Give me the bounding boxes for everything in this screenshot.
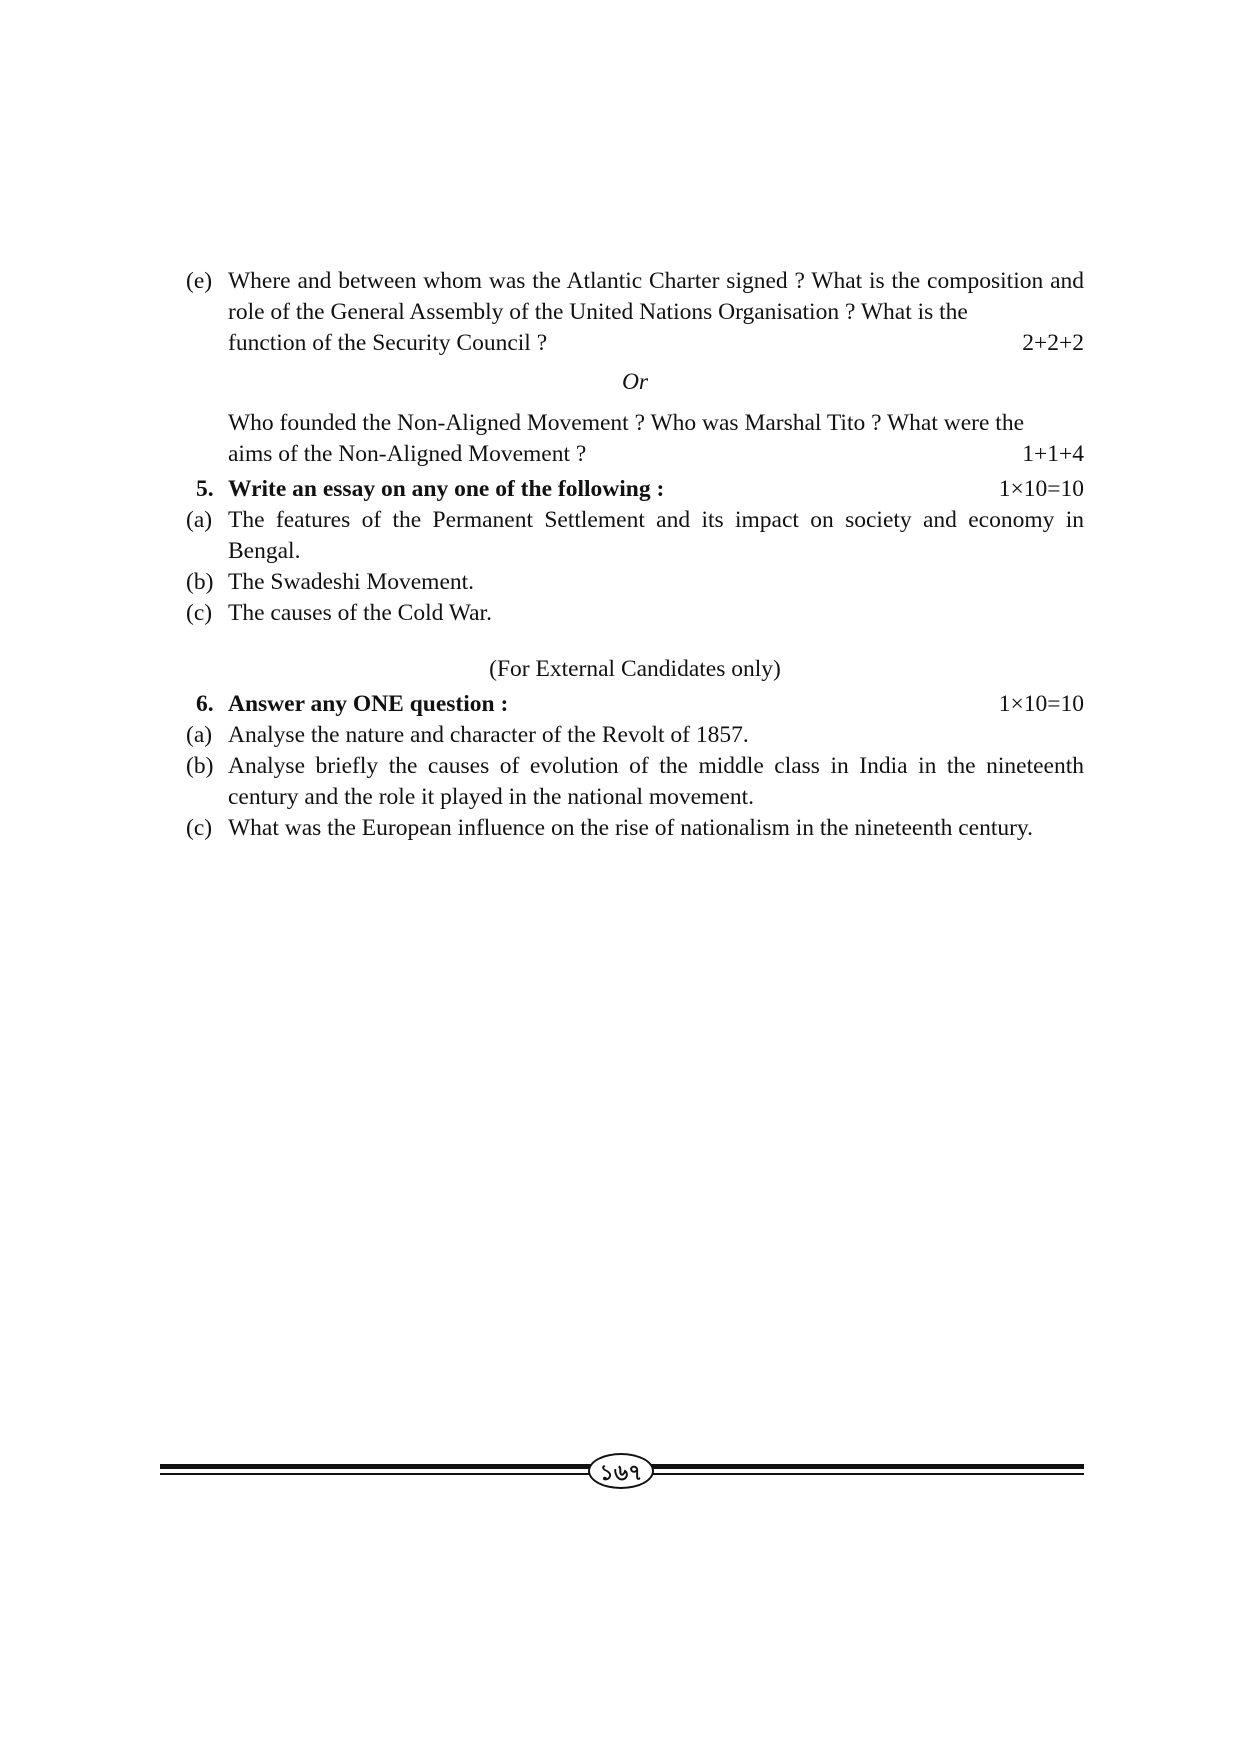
question-4e-line1: Where and between whom was the Atlantic Charter signed ? What is the composition and role of the General Assembly of the United Nations Organisation ? What is the: [228, 268, 1084, 325]
question-4e-line2: function of the Security Council ?: [228, 330, 548, 356]
question-6-option-a: [186, 720, 1084, 751]
question-5-title: Write an essay on any one of the following :: [228, 476, 665, 502]
option-label: (b): [186, 569, 214, 595]
question-6-heading: [186, 689, 1084, 720]
question-5-option-c: [186, 598, 1084, 629]
question-4e-label: (e): [186, 268, 213, 294]
question-6-option-b: [186, 751, 1084, 813]
question-6-marks: 1×10=10: [998, 691, 1084, 717]
option-label: (a): [186, 507, 213, 533]
question-4e-text: [228, 266, 1084, 328]
question-4e-alt-marks: 1+1+4: [1022, 441, 1084, 467]
question-5-option-b: [186, 567, 1084, 598]
option-text: The Swadeshi Movement.: [228, 569, 475, 595]
question-5-marks: 1×10=10: [998, 476, 1084, 502]
exam-page-content: [186, 266, 1084, 844]
question-5-option-a: [186, 505, 1084, 567]
question-4e-alternative: [186, 408, 1084, 470]
page-number-badge: ১৬৭: [588, 1453, 654, 1489]
option-label: (a): [186, 722, 213, 748]
question-6-option-c: [186, 813, 1084, 844]
question-4e-marks: 2+2+2: [1022, 330, 1084, 356]
or-separator: Or: [621, 369, 649, 395]
question-4e-last-line: [228, 328, 1084, 359]
question-5-heading: [186, 474, 1084, 505]
option-text: What was the European influence on the rise of nationalism in the nineteenth century.: [228, 815, 1034, 841]
question-6-number: 6.: [196, 691, 214, 717]
option-text: The causes of the Cold War.: [228, 600, 492, 626]
option-label: (c): [186, 815, 213, 841]
question-6-title: Answer any ONE question :: [228, 691, 509, 717]
question-4e: [186, 266, 1084, 359]
question-4e-alt-last-line: [228, 439, 1084, 470]
option-text: Analyse the nature and character of the Revolt of 1857.: [228, 722, 749, 748]
option-text: Analyse briefly the causes of evolution of the middle class in India in the nineteenth century and the role it played in the national movement.: [228, 753, 1084, 810]
option-text: The features of the Permanent Settlement and its impact on society and economy in Bengal.: [228, 507, 1084, 564]
external-candidates-note: (For External Candidates only): [489, 656, 781, 682]
option-label: (c): [186, 600, 213, 626]
option-label: (b): [186, 753, 214, 779]
question-4e-alt-line1: Who founded the Non-Aligned Movement ? Who was Marshal Tito ? What were the: [228, 410, 1025, 436]
page-footer: [160, 1453, 1084, 1493]
question-4e-alt-line2: aims of the Non-Aligned Movement ?: [228, 441, 587, 467]
question-5-number: 5.: [196, 476, 214, 502]
